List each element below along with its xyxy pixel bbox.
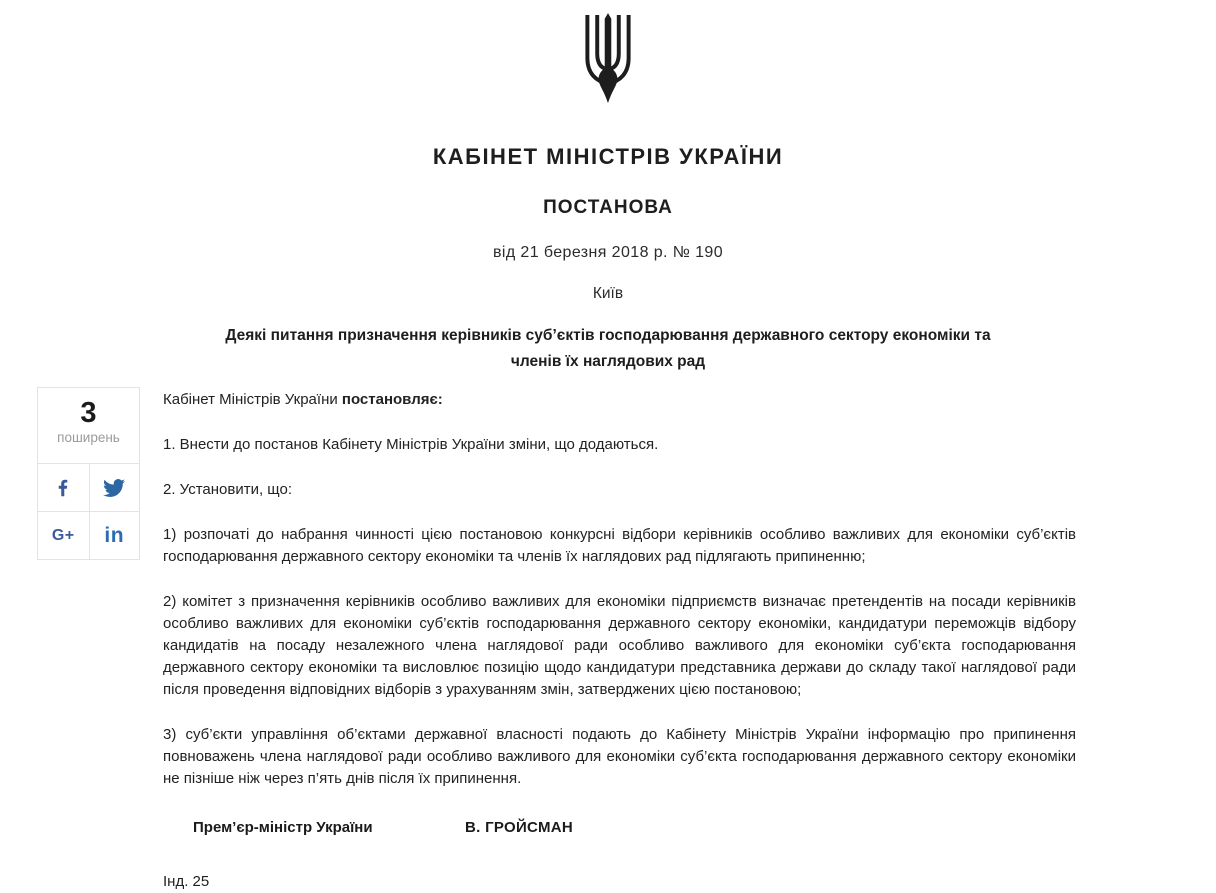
share-facebook-button[interactable]: [38, 463, 89, 511]
document-date-number: від 21 березня 2018 р. № 190: [492, 244, 724, 261]
google-plus-icon: G+: [51, 526, 75, 544]
share-count-label: поширень: [57, 430, 120, 445]
paragraph-5: 3) суб’єкти управління об’єктами державної власності подають до Кабінету Міністрів України інформацію про припинення повноважень члена наглядової ради особливо важливого для економіки суб’єкта господарювання державного сектору економіки не пізніше ніж через п’ять днів після їх припинення.: [163, 726, 1076, 787]
share-buttons: [38, 463, 139, 559]
document-city: Київ: [592, 285, 624, 302]
intro-paragraph: [163, 389, 1076, 411]
ukraine-trident-emblem: [0, 12, 1216, 108]
share-linkedin-button[interactable]: [89, 511, 140, 559]
share-google-plus-button[interactable]: [38, 511, 89, 559]
linkedin-icon: in: [104, 523, 125, 547]
document-body: [163, 389, 1076, 893]
share-count: 3: [80, 397, 97, 429]
share-widget: [37, 387, 140, 560]
share-count-cell: [38, 388, 139, 463]
document-index: Інд. 25: [163, 873, 210, 890]
document-type: ПОСТАНОВА: [543, 197, 673, 218]
document-title: Деякі питання призначення керівників суб’єктів господарювання державного сектору економіки та членів їх наглядових рад: [225, 327, 991, 370]
twitter-icon: [102, 477, 126, 499]
paragraph-4: 2) комітет з призначення керівників особливо важливих для економіки підприємств визначає претендентів на посади керівників особливо важливих для економіки суб’єктів господарювання державного сектору економіки, кандидатури переможців відбору кандидатів на посаду незалежного члена наглядової ради особливо важливого для економіки суб’єкта господарювання державного сектору економіки та висловлює позицію щодо кандидатури представника держави до складу такої наглядової ради після проведення відповідних відборів з урахуванням змін, затверджених цією постановою;: [163, 593, 1076, 698]
trident-icon: [578, 12, 638, 108]
paragraph-3: 1) розпочаті до набрання чинності цією постановою конкурсні відбори керівників особливо важливих для економіки суб’єктів господарювання державного сектору економіки та членів їх наглядових рад підлягають припиненню;: [163, 526, 1076, 565]
share-twitter-button[interactable]: [89, 463, 140, 511]
signature-block: [163, 817, 1076, 839]
facebook-icon: [52, 477, 74, 499]
intro-regular-text: Кабінет Міністрів України: [163, 391, 342, 408]
paragraph-2: 2. Установити, що:: [163, 481, 292, 498]
intro-bold-text: постановляє:: [341, 391, 443, 408]
document-header: [0, 12, 1216, 375]
paragraph-1: 1. Внести до постанов Кабінету Міністрів України зміни, що додаються.: [163, 436, 659, 453]
signature-position: Прем’єр-міністр України: [193, 819, 373, 836]
organization-name: КАБІНЕТ МІНІСТРІВ УКРАЇНИ: [432, 144, 784, 169]
signature-name: В. ГРОЙСМАН: [465, 819, 574, 836]
